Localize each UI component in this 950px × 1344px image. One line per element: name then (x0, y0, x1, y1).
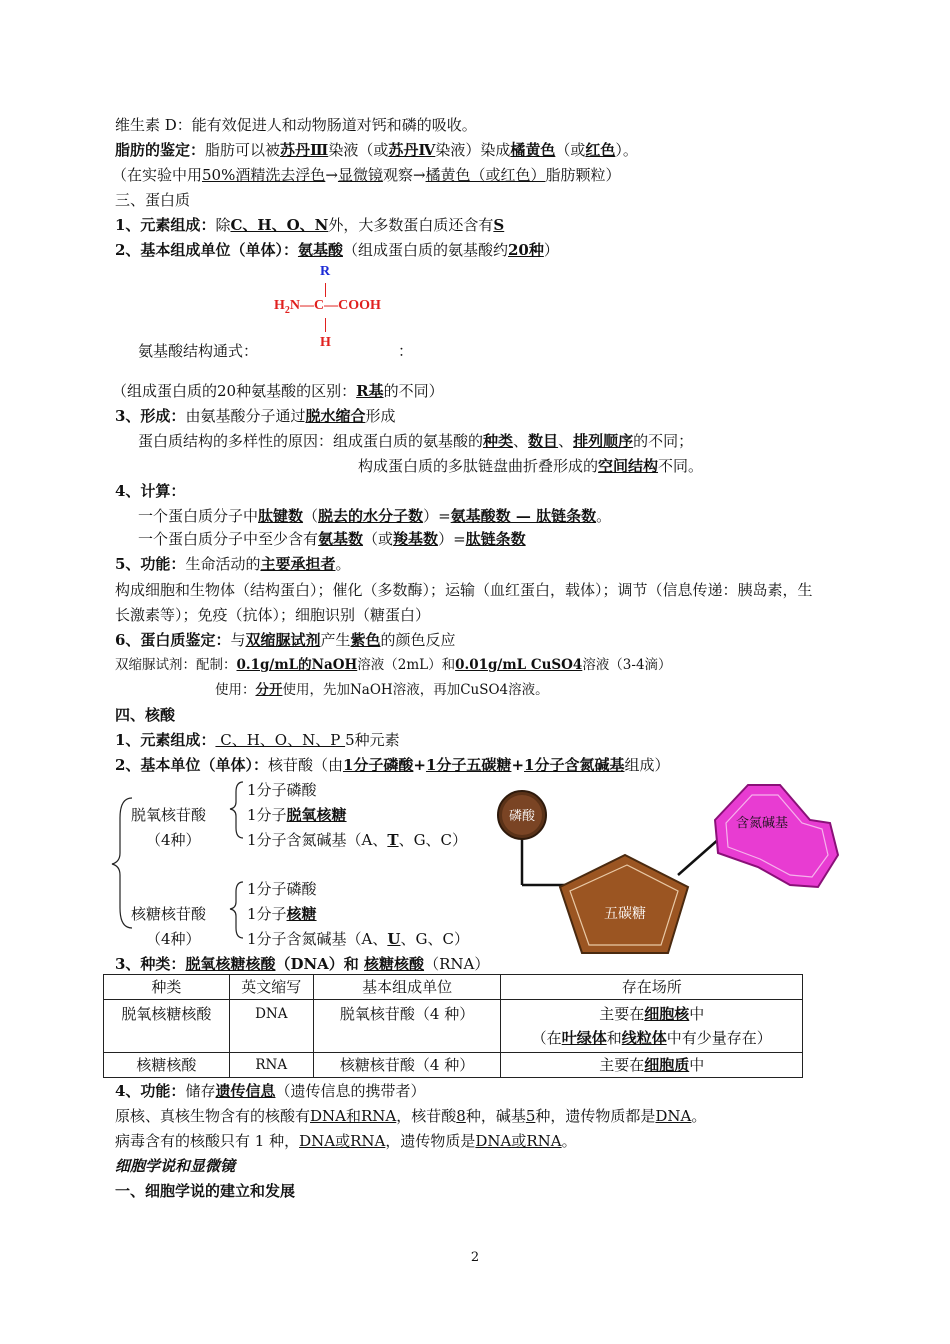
rna-component-3: 1分子含氮碱基（A、U、G、C） (247, 930, 469, 948)
protein-test-line: 6、蛋白质鉴定：与双缩脲试剂产生紫色的颜色反应 (115, 631, 456, 649)
dna-component-1: 1分子磷酸 (247, 781, 317, 799)
vitamin-d-line: 维生素 D：能有效促进人和动物肠道对钙和磷的吸收。 (115, 116, 477, 134)
dna-nucleotide-count: （4种） (146, 831, 201, 849)
formula-r-group: R (320, 264, 331, 279)
diversity-line-1: 蛋白质结构的多样性的原因：组成蛋白质的氨基酸的种类、数目、排列顺序的不同； (138, 432, 694, 450)
sugar-label: 五碳糖 (604, 906, 646, 922)
dna-nucleotide-name: 脱氧核苷酸 (131, 806, 207, 824)
nucleotide-diagram (490, 775, 850, 960)
dna-location-minor: （在叶绿体和线粒体中有少量存在） (531, 1029, 772, 1047)
phosphate-label: 磷酸 (508, 809, 536, 824)
nucleic-types-line: 3、种类：脱氧核糖核酸（DNA）和 核糖核酸（RNA） (115, 955, 490, 973)
base-label: 含氮碱基 (735, 816, 789, 831)
cell-theory-title: 细胞学说和显微镜 (115, 1157, 236, 1175)
function-detail-line-1: 构成细胞和生物体（结构蛋白）；催化（多数酶）；运输（血红蛋白，载体）；调节（信息传递：胰岛素，生 (115, 581, 813, 599)
dna-component-3: 1分子含氮碱基（A、T、G、C） (247, 831, 468, 849)
section-protein-heading: 三、蛋白质 (115, 191, 191, 209)
rna-component-1: 1分子磷酸 (247, 880, 317, 898)
table-row (104, 1053, 803, 1078)
formula-h-atom: H (320, 335, 331, 350)
nitrogen-base-shape (715, 785, 838, 887)
rna-brace (230, 882, 243, 938)
nucleic-function-line: 4、功能：储存遗传信息（遗传信息的携带者） (115, 1082, 426, 1100)
table-cell: RNA (229, 1053, 313, 1078)
reagent-use-line: 使用：分开使用，先加NaOH溶液，再加CuSO4溶液。 (215, 682, 549, 698)
dna-brace (230, 782, 243, 838)
cellular-nucleic-line: 原核、真核生物含有的核酸有DNA和RNA，核苷酸8种，碱基5种，遗传物质都是DNA。 (115, 1107, 707, 1125)
calculation-heading: 4、计算： (115, 482, 186, 500)
formula-bond-top (325, 283, 326, 297)
table-cell: 脱氧核苷酸（4 种） (313, 1000, 501, 1053)
structure-colon: ： (398, 342, 414, 360)
section-nucleic-acid-heading: 四、核酸 (115, 706, 176, 724)
table-header-cell: 存在场所 (501, 975, 803, 1000)
rna-component-2: 1分子核糖 (247, 905, 317, 923)
dna-component-2: 1分子脱氧核糖 (247, 806, 347, 824)
page-number: 2 (470, 1250, 480, 1265)
protein-elements-line: 1、元素组成：除C、H、O、N外，大多数蛋白质还含有S (115, 216, 505, 234)
table-row (104, 1000, 803, 1053)
cell-theory-section-1: 一、细胞学说的建立和发展 (115, 1182, 296, 1200)
table-cell: 脱氧核糖核酸 (104, 1000, 230, 1053)
dna-location-main: 主要在细胞核中 (599, 1005, 705, 1023)
table-cell: 主要在细胞质中 (501, 1053, 803, 1078)
table-cell: 核糖核酸 (104, 1053, 230, 1078)
fat-experiment-line: （在实验中用50%酒精洗去浮色→显微镜观察→橘黄色（或红色）脂肪颗粒） (112, 166, 621, 184)
rna-nucleotide-count: （4种） (146, 930, 201, 948)
virus-nucleic-line: 病毒含有的核酸只有 1 种，DNA或RNA，遗传物质是DNA或RNA。 (115, 1132, 577, 1150)
protein-function-line: 5、功能：生命活动的主要承担者。 (115, 555, 351, 573)
protein-unit-line: 2、基本组成单位（单体）：氨基酸（组成蛋白质的氨基酸约20种） (115, 241, 559, 259)
table-cell (501, 1000, 803, 1053)
table-header-cell: 基本组成单位 (313, 975, 501, 1000)
nucleic-acid-table (103, 974, 803, 1078)
amino-acid-difference-line: （组成蛋白质的20种氨基酸的区别：R基的不同） (112, 382, 444, 400)
formula-bond-bottom (325, 318, 326, 332)
structure-label: 氨基酸结构通式： (138, 342, 259, 360)
table-header-cell: 种类 (104, 975, 230, 1000)
outer-brace (112, 798, 132, 928)
formula-main-chain: $H_2N—C—COOH$ (274, 298, 381, 316)
nucleic-elements-line: 1、元素组成： C、H、O、N、P 5种元素 (115, 731, 400, 749)
calculation-line-1: 一个蛋白质分子中肽键数（脱去的水分子数）=氨基酸数 — 肽链条数。 (138, 507, 612, 525)
rna-nucleotide-name: 核糖核苷酸 (131, 905, 207, 923)
protein-formation-line: 3、形成：由氨基酸分子通过脱水缩合形成 (115, 407, 396, 425)
table-header-row (104, 975, 803, 1000)
calculation-line-2: 一个蛋白质分子中至少含有氨基数（或羧基数）=肽链条数 (138, 530, 526, 548)
table-cell: 核糖核苷酸（4 种） (313, 1053, 501, 1078)
reagent-prep-line: 双缩脲试剂：配制：0.1g/mL的NaOH溶液（2mL）和0.01g/mL CuSO4溶液（3-4滴） (115, 657, 672, 673)
diversity-line-2: 构成蛋白质的多肽链盘曲折叠形成的空间结构不同。 (358, 457, 704, 475)
pentose-sugar-shape (560, 855, 688, 953)
table-header-cell: 英文缩写 (229, 975, 313, 1000)
nucleic-unit-line: 2、基本单位（单体）：核苷酸（由1分子磷酸+1分子五碳糖+1分子含氮碱基组成） (115, 756, 670, 774)
function-detail-line-2: 长激素等）；免疫（抗体）；细胞识别（糖蛋白） (115, 606, 431, 624)
table-cell: DNA (229, 1000, 313, 1053)
fat-test-line: 脂肪的鉴定：脂肪可以被苏丹Ⅲ染液（或苏丹Ⅳ染液）染成橘黄色（或红色）。 (115, 141, 638, 159)
